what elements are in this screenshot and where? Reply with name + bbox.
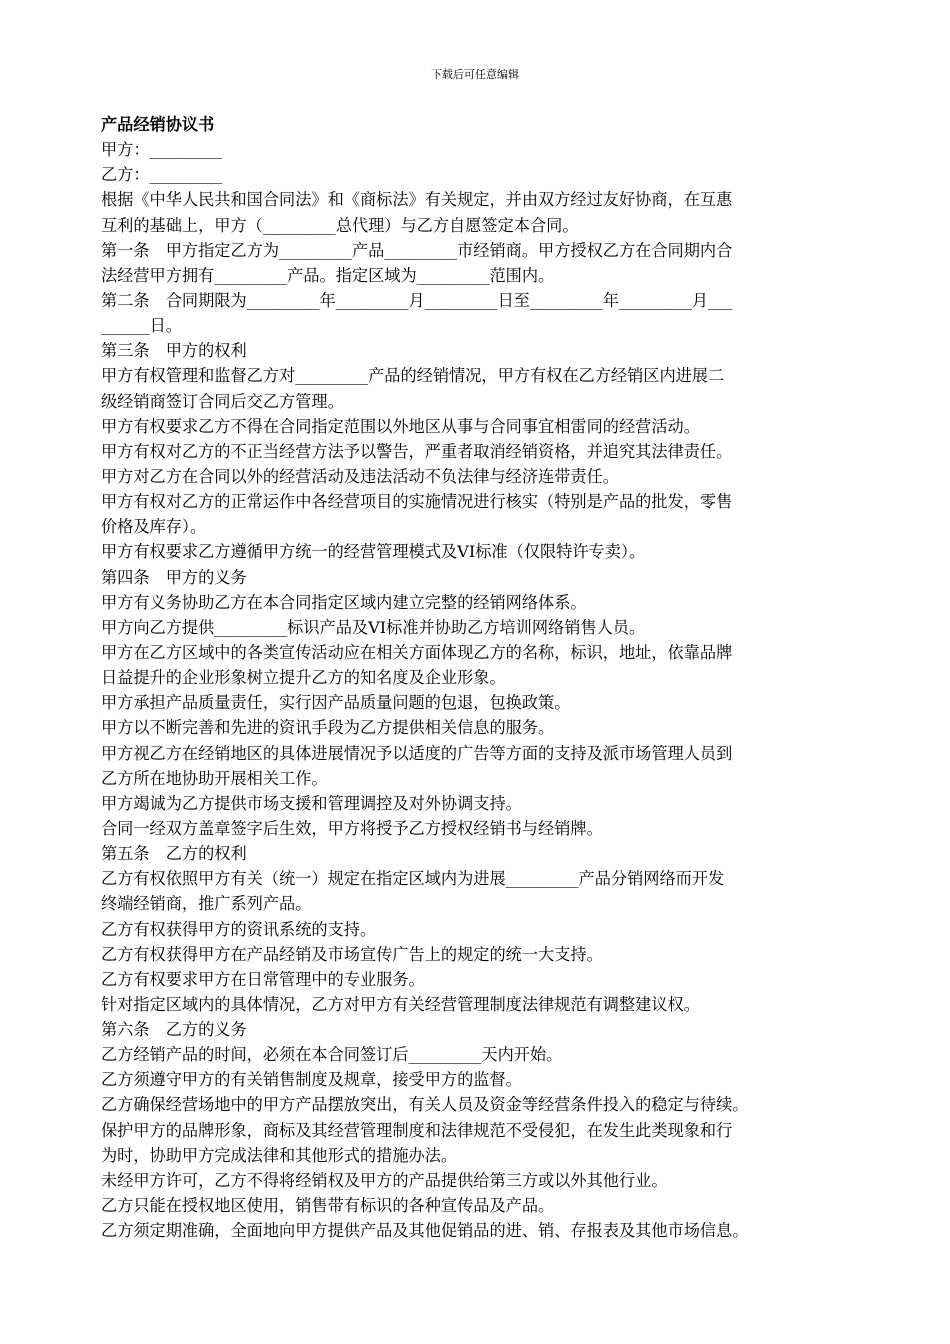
document-title: 产品经销协议书 xyxy=(101,115,215,134)
document-line: 第四条 甲方的义务 xyxy=(101,567,247,587)
document-line: 价格及库存）。 xyxy=(101,517,207,537)
document-line: 甲方视乙方在经销地区的具体进展情况予以适度的广告等方面的支持及派市场管理人员到 xyxy=(101,743,733,763)
document-line: 乙方须遵守甲方的有关销售制度及规章，接受甲方的监督。 xyxy=(101,1070,522,1090)
document-line: 根据《中华人民共和国合同法》和《商标法》有关规定，并由双方经过友好协商，在互惠 xyxy=(101,190,733,210)
document-line: 甲方竭诚为乙方提供市场支援和管理调控及对外协调支持。 xyxy=(101,793,522,813)
document-line: 甲方在乙方区域中的各类宣传活动应在相关方面体现乙方的名称，标识，地址，依靠品牌 xyxy=(101,642,733,662)
document-line: 乙方须定期准确，全面地向甲方提供产品及其他促销品的进、销、存报表及其他市场信息。 xyxy=(101,1221,749,1241)
document-line: 乙方：_________ xyxy=(101,165,223,185)
document-line: 合同一经双方盖章签字后生效，甲方将授予乙方授权经销书与经销牌。 xyxy=(101,818,603,838)
document-line: 乙方经销产品的时间，必须在本合同签订后_________天内开始。 xyxy=(101,1045,563,1065)
document-line: 甲方以不断完善和先进的资讯手段为乙方提供相关信息的服务。 xyxy=(101,718,555,738)
document-line: 第二条 合同期限为_________年_________月_________日至_________年_________月___ xyxy=(101,290,733,310)
document-line: 乙方所在地协助开展相关工作。 xyxy=(101,768,328,788)
document-line: 级经销商签订合同后交乙方管理。 xyxy=(101,391,344,411)
document-line: 甲方对乙方在合同以外的经营活动及违法活动不负法律与经济连带责任。 xyxy=(101,466,619,486)
document-line: 甲方有义务协助乙方在本合同指定区域内建立完整的经销网络体系。 xyxy=(101,592,587,612)
document-line: 保护甲方的品牌形象，商标及其经营管理制度和法律规范不受侵犯，在发生此类现象和行 xyxy=(101,1120,733,1140)
document-line: 乙方有权要求甲方在日常管理中的专业服务。 xyxy=(101,969,425,989)
document-line: 甲方有权管理和监督乙方对_________产品的经销情况，甲方有权在乙方经销区内进展二 xyxy=(101,366,725,386)
document-line: 甲方有权要求乙方不得在合同指定范围以外地区从事与合同事宜相雷同的经营活动。 xyxy=(101,416,700,436)
document-line: 为时，协助甲方完成法律和其他形式的措施办法。 xyxy=(101,1145,458,1165)
document-line: 互利的基础上，甲方（_________总代理）与乙方自愿签定本合同。 xyxy=(101,215,579,235)
document-line: 未经甲方许可，乙方不得将经销权及甲方的产品提供给第三方或以外其他行业。 xyxy=(101,1170,668,1190)
document-line: 针对指定区域内的具体情况，乙方对甲方有关经营管理制度法律规范有调整建议权。 xyxy=(101,994,700,1014)
document-line: 第三条 甲方的权利 xyxy=(101,341,247,361)
document-line: 日益提升的企业形象树立提升乙方的知名度及企业形象。 xyxy=(101,668,506,688)
document-line: 第一条 甲方指定乙方为_________产品_________市经销商。甲方授权乙方在合同期内合 xyxy=(101,240,733,260)
document-line: 乙方有权依照甲方有关（统一）规定在指定区域内为进展_________产品分销网络而开发 xyxy=(101,869,725,889)
document-line: 乙方有权获得甲方的资讯系统的支持。 xyxy=(101,919,377,939)
document-line: 乙方确保经营场地中的甲方产品摆放突出，有关人员及资金等经营条件投入的稳定与待续。 xyxy=(101,1095,749,1115)
document-line: 终端经销商，推广系列产品。 xyxy=(101,894,312,914)
document-line: 第五条 乙方的权利 xyxy=(101,844,247,864)
document-line: 甲方向乙方提供_________标识产品及VI标准并协助乙方培训网络销售人员。 xyxy=(101,617,646,637)
document-line: 甲方有权对乙方的不正当经营方法予以警告，严重者取消经销资格，并追究其法律责任。 xyxy=(101,441,733,461)
header-note: 下载后可任意编辑 xyxy=(431,68,519,81)
document-line: 甲方：_________ xyxy=(101,140,223,160)
document-line: 乙方只能在授权地区使用，销售带有标识的各种宣传品及产品。 xyxy=(101,1196,555,1216)
document-line: 甲方有权要求乙方遵循甲方统一的经营管理模式及VI标准（仅限特许专卖）。 xyxy=(101,542,646,562)
document-line: 第六条 乙方的义务 xyxy=(101,1020,247,1040)
document-line: 甲方有权对乙方的正常运作中各经营项目的实施情况进行核实（特别是产品的批发，零售 xyxy=(101,492,733,512)
document-line: 法经营甲方拥有_________产品。指定区域为_________范围内。 xyxy=(101,265,555,285)
document-line: ______日。 xyxy=(101,316,182,336)
document-body xyxy=(101,112,861,1243)
document-line: 甲方承担产品质量责任，实行因产品质量问题的包退，包换政策。 xyxy=(101,693,571,713)
document-line: 乙方有权获得甲方在产品经销及市场宣传广告上的规定的统一大支持。 xyxy=(101,944,603,964)
